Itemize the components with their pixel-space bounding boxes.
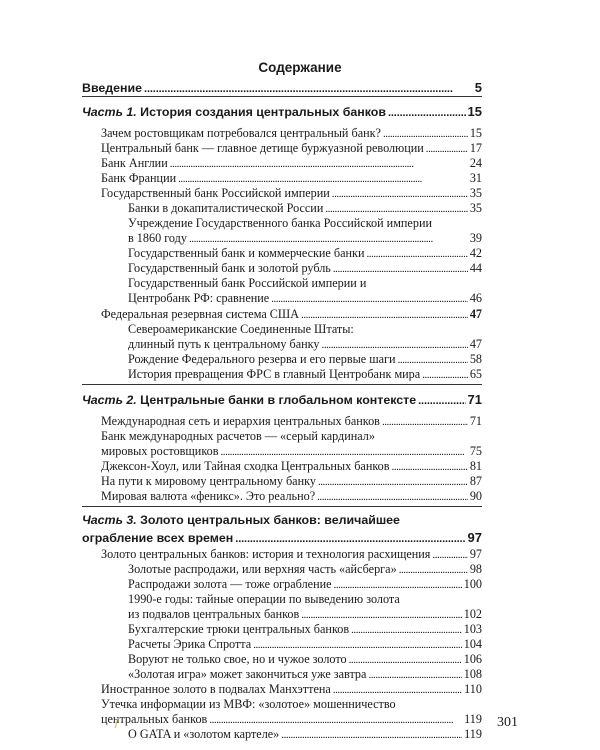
divider <box>82 384 482 385</box>
toc-entry-line[interactable]: Государственный банк Российской империи и <box>128 276 367 290</box>
toc-part-heading-cont[interactable]: ограбление всех времен . . . 97 <box>82 530 482 545</box>
part-title: История создания центральных банков <box>140 105 386 119</box>
page-number: 301 <box>497 715 518 730</box>
leader-dots <box>235 531 465 547</box>
toc-entry[interactable]: Центральный банк — главное детище буржуазной революции . . . 17 <box>101 141 482 156</box>
toc-entry[interactable]: Банк Франции . . . 31 <box>101 171 482 186</box>
toc-entry[interactable]: «Золотая игра» может закончиться уже завтра . . . 108 <box>128 667 482 682</box>
toc-page-number: 71 <box>467 392 482 407</box>
toc-entry-label: Введение <box>82 81 143 95</box>
toc-entry[interactable]: Золото центральных банков: история и технология расхищения . . . 97 <box>101 547 482 562</box>
toc-entry[interactable]: Расчеты Эрика Спротта . . . 104 <box>128 637 482 652</box>
toc-entry[interactable]: Государственный банк и золотой рубль . . . 44 <box>128 261 482 276</box>
part-title: Центральные банки в глобальном контексте <box>140 393 417 407</box>
toc-entry[interactable]: центральных банков . . . 119 <box>101 712 482 727</box>
toc-entry[interactable]: Федеральная резервная система США . . . 47 <box>101 307 482 322</box>
toc-entry[interactable]: На пути к мировому центральному банку . . . 87 <box>101 474 482 489</box>
toc-part-heading[interactable] <box>82 104 482 119</box>
toc-entry[interactable]: из подвалов центральных банков . . . 102 <box>128 607 482 622</box>
leader-dots <box>388 105 466 121</box>
leader-dots <box>418 393 465 409</box>
toc-entry-line[interactable]: 1990-е годы: тайные операции по выведению золота <box>128 592 400 606</box>
leader-dots <box>144 81 473 97</box>
toc-page-number: 97 <box>467 530 482 545</box>
toc-entry[interactable]: Рождение Федерального резерва и его первые шаги . . . 58 <box>128 352 482 367</box>
toc-entry[interactable]: История превращения ФРС в главный Центробанк мира . . . 65 <box>128 367 482 382</box>
toc-entry[interactable]: длинный путь к центральному банку . . . 47 <box>128 337 482 352</box>
toc-entry[interactable]: Джексон-Хоул, или Тайная сходка Центральных банков . . . 81 <box>101 459 482 474</box>
part-number: Часть 3. <box>82 513 137 527</box>
toc-entry[interactable]: Бухгалтерские трюки центральных банков . . . 103 <box>128 622 482 637</box>
part-number: Часть 2. <box>82 393 137 407</box>
toc-entry[interactable]: мировых ростовщиков . . . 75 <box>101 444 482 459</box>
toc-entry-line[interactable]: Банк международных расчетов — «серый кардинал» <box>101 429 375 443</box>
toc-page-number: 15 <box>467 104 482 119</box>
toc-entry[interactable]: Зачем ростовщикам потребовался центральный банк? . . . 15 <box>101 126 482 141</box>
toc-entry-line[interactable]: Утечка информации из МВФ: «золотое» мошенничество <box>101 697 396 711</box>
part-number: Часть 1. <box>82 105 137 119</box>
toc-entry[interactable]: Международная сеть и иерархия центральных банков . . . 71 <box>101 414 482 429</box>
toc-entry-line[interactable]: Североамериканские Соединенные Штаты: <box>128 322 354 336</box>
toc-entry[interactable]: Государственный банк Российской империи . . . 35 <box>101 186 482 201</box>
toc-entry[interactable]: в 1860 году . . . 39 <box>128 231 482 246</box>
toc-entry-line[interactable]: Учреждение Государственного банка Российской империи <box>128 216 432 230</box>
part-title: Золото центральных банков: величайшее <box>140 513 400 527</box>
toc-part-heading[interactable] <box>82 392 482 407</box>
toc-page-number: 5 <box>474 80 482 95</box>
toc-entry[interactable]: О GATA и «золотом картеле» . . . 119 <box>128 727 482 742</box>
divider <box>82 96 482 97</box>
divider <box>82 506 482 507</box>
toc-entry-intro[interactable] <box>82 80 482 95</box>
toc-entry[interactable]: Воруют не только свое, но и чужое золото . . . 106 <box>128 652 482 667</box>
page-title: Содержание <box>258 60 342 75</box>
toc-part-heading[interactable] <box>82 513 400 528</box>
toc-entry[interactable]: Золотые распродажи, или верхняя часть «айсберга» . . . 98 <box>128 562 482 577</box>
toc-entry[interactable]: Распродажи золота — тоже ограбление . . . 100 <box>128 577 482 592</box>
toc-entry[interactable]: Мировая валюта «феникс». Это реально? . . . 90 <box>101 489 482 504</box>
toc-entry[interactable]: Центробанк РФ: сравнение . . . 46 <box>128 291 482 306</box>
toc-entry[interactable]: Банки в докапиталистической России . . . 35 <box>128 201 482 216</box>
toc-entry[interactable]: Иностранное золото в подвалах Манхэттена . . . 110 <box>101 682 482 697</box>
toc-entry[interactable]: Банк Англии . . . 24 <box>101 156 482 171</box>
toc-entry[interactable]: Государственный банк и коммерческие банки . . . 42 <box>128 246 482 261</box>
